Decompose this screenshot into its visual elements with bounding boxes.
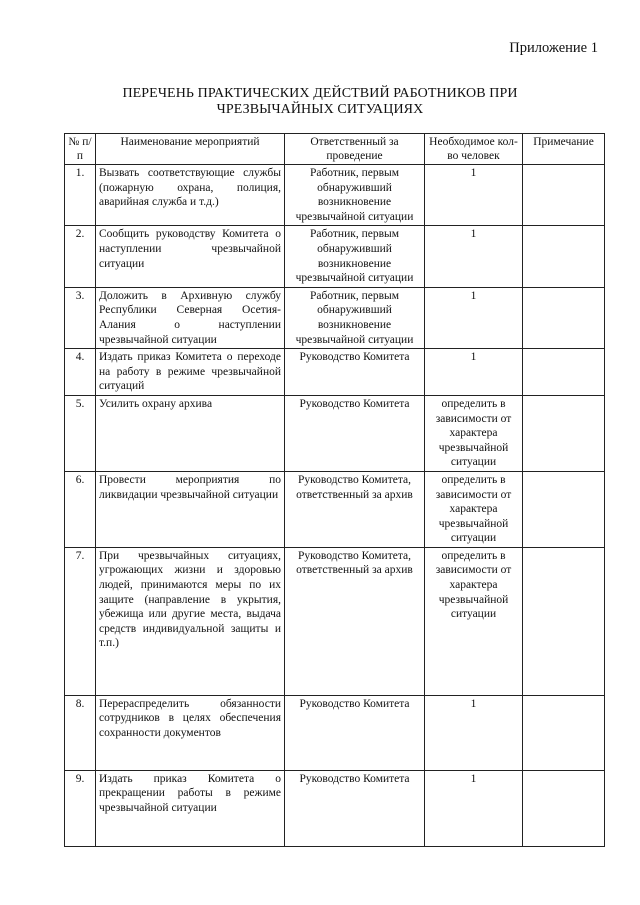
header-name: Наименование мероприятий	[96, 134, 285, 165]
row-action: Доложить в Архивную службу Республики Северная Осетия-Алания о наступлении чрезвычайной ситуации	[96, 287, 285, 348]
row-action: Сообщить руководству Комитета о наступлении чрезвычайной ситуации	[96, 226, 285, 287]
row-action: Провести мероприятия по ликвидации чрезвычайной ситуации	[96, 471, 285, 547]
table-row	[65, 349, 605, 396]
row-num: 2.	[65, 226, 96, 287]
row-responsible: Работник, первым обнаруживший возникновение чрезвычайной ситуации	[285, 226, 425, 287]
row-responsible: Руководство Комитета, ответственный за архив	[285, 471, 425, 547]
row-num: 7.	[65, 547, 96, 695]
table-row	[65, 695, 605, 770]
table-row	[65, 165, 605, 226]
row-responsible: Работник, первым обнаруживший возникновение чрезвычайной ситуации	[285, 287, 425, 348]
document-title	[0, 86, 640, 118]
header-note: Примечание	[523, 134, 605, 165]
row-action: Издать приказ Комитета о прекращении работы в режиме чрезвычайной ситуации	[96, 770, 285, 846]
row-num: 5.	[65, 395, 96, 471]
row-num: 1.	[65, 165, 96, 226]
table-row	[65, 287, 605, 348]
row-action: Издать приказ Комитета о переходе на работу в режиме чрезвычайной ситуаций	[96, 349, 285, 396]
row-num: 3.	[65, 287, 96, 348]
row-note	[523, 547, 605, 695]
appendix-label: Приложение 1	[509, 40, 598, 56]
row-quantity: 1	[425, 287, 523, 348]
row-note	[523, 395, 605, 471]
row-num: 6.	[65, 471, 96, 547]
row-quantity: 1	[425, 770, 523, 846]
header-quantity: Необходимое кол-во человек	[425, 134, 523, 165]
table-row	[65, 547, 605, 695]
row-note	[523, 471, 605, 547]
actions-table	[64, 133, 605, 847]
row-responsible: Руководство Комитета	[285, 349, 425, 396]
row-responsible: Руководство Комитета	[285, 695, 425, 770]
row-responsible: Руководство Комитета	[285, 395, 425, 471]
row-num: 8.	[65, 695, 96, 770]
row-quantity: определить в зависимости от характера чрезвычайной ситуации	[425, 471, 523, 547]
row-responsible: Руководство Комитета	[285, 770, 425, 846]
table-row	[65, 395, 605, 471]
row-note	[523, 770, 605, 846]
row-num: 9.	[65, 770, 96, 846]
row-quantity: 1	[425, 226, 523, 287]
row-quantity: 1	[425, 349, 523, 396]
header-responsible: Ответственный за проведение	[285, 134, 425, 165]
row-quantity: 1	[425, 695, 523, 770]
row-quantity: 1	[425, 165, 523, 226]
row-responsible: Работник, первым обнаруживший возникновение чрезвычайной ситуации	[285, 165, 425, 226]
row-note	[523, 226, 605, 287]
row-action: Вызвать соответствующие службы (пожарную охрана, полиция, аварийная служба и т.д.)	[96, 165, 285, 226]
row-note	[523, 695, 605, 770]
row-quantity: определить в зависимости от характера чрезвычайной ситуации	[425, 395, 523, 471]
table-row	[65, 471, 605, 547]
row-action: При чрезвычайных ситуациях, угрожающих жизни и здоровью людей, принимаются меры по их защите (направление в укрытия, убежища или другие места, выдача средств индивидуальной защиты и т.п.)	[96, 547, 285, 695]
table-header-row	[65, 134, 605, 165]
row-quantity: определить в зависимости от характера чрезвычайной ситуации	[425, 547, 523, 695]
row-note	[523, 287, 605, 348]
row-note	[523, 165, 605, 226]
table-row	[65, 226, 605, 287]
header-num: № п/п	[65, 134, 96, 165]
row-num: 4.	[65, 349, 96, 396]
row-action: Перераспределить обязанности сотрудников в целях обеспечения сохранности документов	[96, 695, 285, 770]
row-note	[523, 349, 605, 396]
document-title-line-1: ПЕРЕЧЕНЬ ПРАКТИЧЕСКИХ ДЕЙСТВИЙ РАБОТНИКОВ ПРИ	[122, 86, 518, 101]
row-action: Усилить охрану архива	[96, 395, 285, 471]
document-title-line-2: ЧРЕЗВЫЧАЙНЫХ СИТУАЦИЯХ	[216, 102, 424, 117]
table-row	[65, 770, 605, 846]
row-responsible: Руководство Комитета, ответственный за архив	[285, 547, 425, 695]
